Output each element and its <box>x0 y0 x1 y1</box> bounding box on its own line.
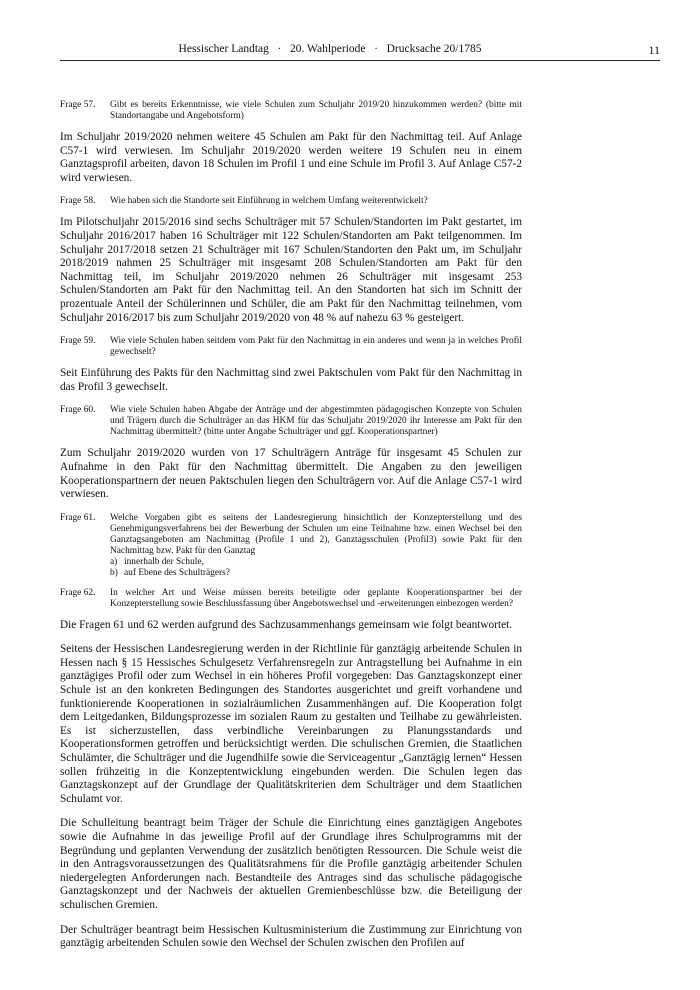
question-label: Frage 61. <box>60 512 96 523</box>
header-term: 20. Wahlperiode <box>290 43 366 55</box>
question-label: Frage 62. <box>60 587 96 598</box>
sub-item-text: innerhalb der Schule, <box>124 556 204 567</box>
sub-item-letter: b) <box>110 567 118 578</box>
question-label: Frage 59. <box>60 336 96 347</box>
sub-item-text: auf Ebene des Schulträgers? <box>124 567 230 578</box>
question-59 <box>60 336 522 358</box>
answer-paragraph-2: Die Schulleitung beantragt beim Träger der Schule die Einrichtung eines ganztägigen Angebotes sowie die Aufnahme in das jeweilige Profil auf der Grundlage ihres Schulprogramms mit der Begründung und geplanten Verwendung der zusätzlich benötigten Ressourcen. Die Schule weist die in den Antragsvoraussetzungen des Qualitätsrahmens für die Profile ganztägig arbeitender Schulen niedergelegten Anforderungen nach. Bestandteile des Antrages sind das schulische pädagogische Ganztagskonzept und der Nachweis der aktuellen Gremienbeschlüsse bzw. die Beteiligung der schulischen Gremien. <box>60 817 522 911</box>
sub-item-letter: a) <box>110 556 118 567</box>
question-57 <box>60 100 522 122</box>
question-text: Wie haben sich die Standorte seit Einführung in welchem Umfang weiterentwickelt? <box>110 196 428 207</box>
question-text: Wie viele Schulen haben Abgabe der Anträge und der abgestimmten pädagogischen Konzepte von Schulen und Trägern durch die Schulträger an das HKM für das Schuljahr 2019/2020 ihr Interesse am Pakt für den Nachmittag übermittelt? (bitte unter Angabe Schulträger und ggf. Kooperationspartner) <box>110 405 522 438</box>
question-text <box>110 513 522 579</box>
question-label: Frage 58. <box>60 196 96 207</box>
answer-paragraph-3: Der Schulträger beantragt beim Hessischen Kultusministerium die Zustimmung zur Einrichtung von ganztägig arbeitenden Schulen sowie den Wechsel der Schulen zwischen den Profilen auf <box>60 923 522 950</box>
question-main-text: Welche Vorgaben gibt es seitens der Landesregierung hinsichtlich der Konzepterstellung und des Genehmigungsverfahrens bei der Bewerbung der Schulen um eine Teilnahme bzw. einen Wechsel bei den Ganztagsangeboten am Nachmittag (Profile 1 und 2), Ganztagsschulen (Profil3) sowie Pakt für den Nachmittag bzw. Pakt für den Ganztag <box>110 512 522 556</box>
question-58 <box>60 196 522 207</box>
page-header <box>60 40 660 61</box>
question-label: Frage 57. <box>60 100 96 110</box>
answer-paragraph-1: Seitens der Hessischen Landesregierung werden in der Richtlinie für ganztägig arbeitende Schulen in Hessen nach § 15 Hessisches Schulgesetz Verfahrensregeln zur Antragstellung bei Aufnahme in ein ganztägiges Profil oder zum Wechsel in ein höheres Profil vorgegeben: Das Ganztagskonzept einer Schule ist an den konkreten Bedingungen des Standortes ausgerichtet und greift vorhandene und funktionierende Kooperationen in sozialräumlichen Zusammenhängen auf. Die Kooperation folgt dem Leitgedanken, Bildungsprozesse im sozialen Raum zu gestalten und Teilhabe zu gewährleisten. Es ist sicherzustellen, dass verbindliche Vereinbarungen zu Planungsstandards und Kooperationsformen getroffen und berücksichtigt werden. Die schulischen Gremien, die Staatlichen Schulämter, die Schulträger und die Jugendhilfe sowie die Serviceagentur „Ganztägig lernen“ Hessen sollen frühzeitig in die Konzeptentwicklung eingebunden werden. Die Schulen legen das Ganztagskonzept auf der Grundlage der Qualitätskriterien dem Schulträger und dem Staatlichen Schulamt vor. <box>60 643 522 805</box>
header-separator: · <box>374 43 378 55</box>
document-body <box>60 100 522 962</box>
header-line <box>60 43 600 55</box>
question-60 <box>60 405 522 438</box>
answer-58: Im Pilotschuljahr 2015/2016 sind sechs Schulträger mit 57 Schulen/Standorten im Pakt gestartet, im Schuljahr 2016/2017 haben 16 Schulträger mit 122 Schulen/Standorten am Pakt teilgenommen. Im Schuljahr 2017/2018 setzen 21 Schulträger mit 167 Schulen/Standorten den Pakt um, im Schuljahr 2018/2019 nahmen 25 Schulträger mit insgesamt 208 Schulen/Standorten am Pakt für den Nachmittag teil, im Schuljahr 2019/2020 nehmen 26 Schulträger mit insgesamt 253 Schulen/Standorten am Pakt für den Nachmittag teil. An den Standorten hat sich im Schnitt der prozentuale Anteil der Schülerinnen und Schüler, die am Pakt für den Nachmittag teilnehmen, vom Schuljahr 2016/2017 bis zum Schuljahr 2019/2020 von 48 % auf nahezu 63 % gesteigert. <box>60 216 522 324</box>
answer-61-62-intro: Die Fragen 61 und 62 werden aufgrund des Sachzusammenhangs gemeinsam wie folgt beantwortet. <box>60 618 513 631</box>
answer-60: Zum Schuljahr 2019/2020 wurden von 17 Schulträgern Anträge für insgesamt 45 Schulen zur Aufnahme in den Pakt für den Nachmittag übermittelt. Die Angaben zu den jeweiligen Kooperationspartnern der neuen Paktschulen liegen den Schulträgern vor. Auf die Anlage C57-1 wird verwiesen. <box>60 447 522 501</box>
page-number: 11 <box>648 43 660 57</box>
question-text: Wie viele Schulen haben seitdem vom Pakt für den Nachmittag in ein anderes und wenn ja in welches Profil gewechselt? <box>110 336 522 358</box>
question-text: In welcher Art und Weise müssen bereits beteiligte oder geplante Kooperationspartner bei der Konzepterstellung sowie Beschlussfassung über Angebotswechsel und -erweiterungen einbezogen werden? <box>110 587 522 609</box>
header-parliament: Hessischer Landtag <box>178 43 269 55</box>
question-61 <box>60 513 522 579</box>
sub-item-b <box>110 568 522 579</box>
answer-59: Seit Einführung des Pakts für den Nachmittag sind zwei Paktschulen vom Pakt für den Nachmittag in das Profil 3 gewechselt. <box>60 367 522 393</box>
question-label: Frage 60. <box>60 405 96 416</box>
answer-57: Im Schuljahr 2019/2020 nehmen weitere 45 Schulen am Pakt für den Nachmittag teil. Auf Anlage C57-1 wird verwiesen. Im Schuljahr 2019/2020 werden weitere 19 Schulen neu in einem Ganztagsprofil arbeiten, davon 18 Schulen im Profil 1 und eine Schule im Profil 3. Auf Anlage C57-2 wird verwiesen. <box>60 131 522 184</box>
question-text: Gibt es bereits Erkenntnisse, wie viele Schulen zum Schuljahr 2019/20 hinzukommen werden? (bitte mit Standortangabe und Angebotsform) <box>110 100 522 121</box>
sub-item-a <box>110 557 522 568</box>
header-document-number: Drucksache 20/1785 <box>386 43 482 55</box>
question-62 <box>60 588 522 610</box>
header-separator: · <box>277 43 282 55</box>
